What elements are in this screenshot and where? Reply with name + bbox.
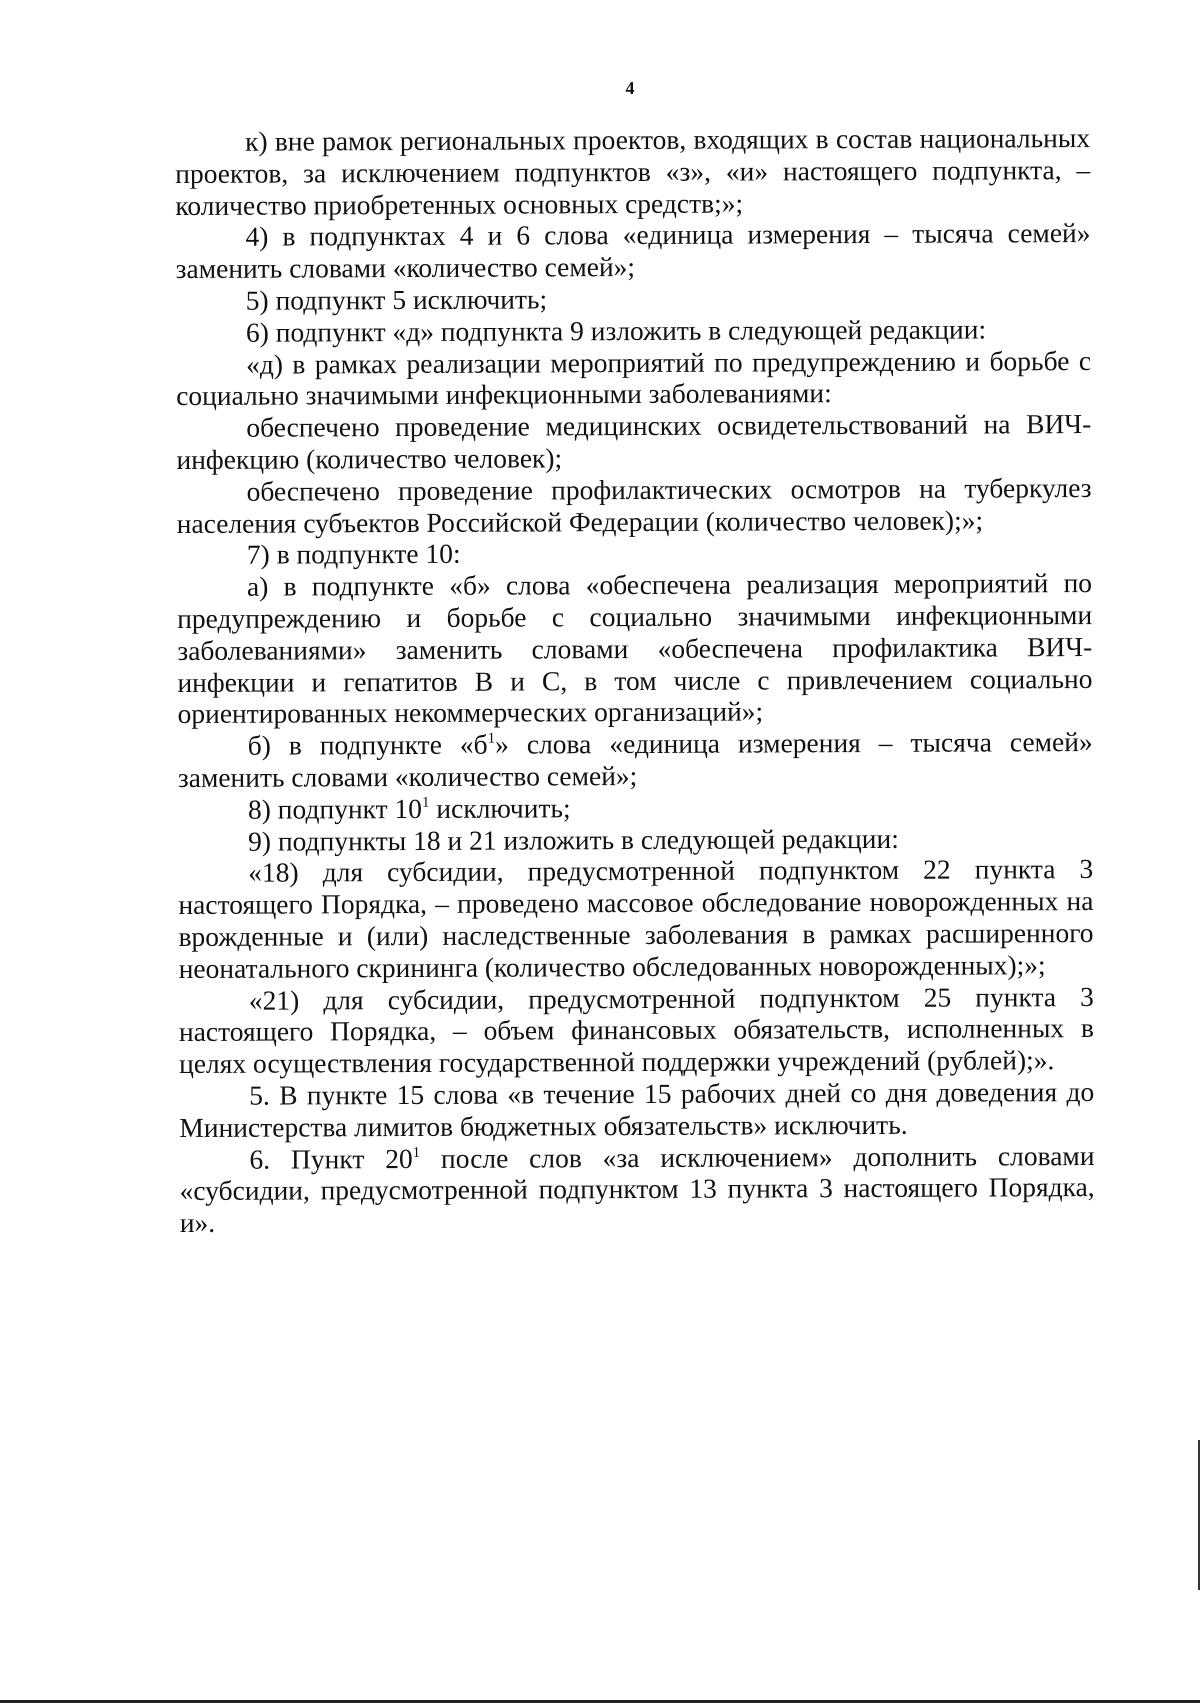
- page-number: 4: [625, 78, 635, 98]
- paragraph-21: «21) для субсидии, предусмотренной подпунктом 25 пункта 3 настоящего Порядка, – объем финансовых обязательств, исполненных в целях осуществления государственной поддержки учреждений (рублей);».: [178, 980, 1095, 1080]
- paragraph-section-6: [179, 1139, 1094, 1238]
- paragraph-7a: а) в подпункте «б» слова «обеспечена реализация мероприятий по предупреждению и борьбе с социально значимыми инфекционными заболеваниями» заменить словами «обеспечена профилактика ВИЧ-инфекции и гепатитов В и С, в том числе с привлечением социально ориентированных некоммерческих организаций»;: [177, 567, 1093, 730]
- superscript-marker: 1: [487, 730, 496, 747]
- paragraph-hiv-testing: обеспечено проведение медицинских освидетельствований на ВИЧ-инфекцию (количество человек);: [176, 408, 1092, 475]
- paragraph-section-6-text-end: после слов «за исключением» дополнить словами «субсидии, предусмотренной подпунктом 13 пункта 3 настоящего Порядка, и».: [179, 1139, 1095, 1239]
- paragraph-8-text-start: 8) подпункт 10: [247, 792, 423, 825]
- paragraph-8-text-end: исключить;: [429, 792, 571, 824]
- superscript-marker: 1: [412, 1144, 421, 1161]
- paragraph-k: к) вне рамок региональных проектов, входящих в состав национальных проектов, за исключением подпунктов «з», «и» настоящего подпункта, – количество приобретенных основных средств;»;: [175, 122, 1091, 221]
- paragraph-4: 4) в подпунктах 4 и 6 слова «единица измерения – тысяча семей» заменить словами «количество семей»;: [175, 217, 1091, 285]
- document-body: [175, 122, 1095, 1239]
- paragraph-section-5: 5. В пункте 15 слова «в течение 15 рабочих дней со дня доведения до Министерства лимитов бюджетных обязательств» исключить.: [179, 1075, 1095, 1143]
- superscript-marker: 1: [421, 794, 430, 811]
- paragraph-7b-text-start: б) в подпункте «б: [247, 728, 488, 761]
- paragraph-7b-text-end: » слова «единица измерения – тысяча семей» заменить словами «количество семей»;: [177, 726, 1093, 793]
- paragraph-5: 5) подпункт 5 исключить;: [245, 283, 548, 316]
- paragraph-6: 6) подпункт «д» подпункта 9 изложить в следующей редакции:: [245, 313, 987, 348]
- paragraph-8: [178, 790, 1093, 826]
- paragraph-d: «д) в рамках реализации мероприятий по предупреждению и борьбе с социально значимыми инфекционными заболеваниями:: [176, 344, 1092, 412]
- paragraph-section-6-text-start: 6. Пункт 20: [249, 1142, 413, 1175]
- paragraph-18: «18) для субсидии, предусмотренной подпунктом 22 пункта 3 настоящего Порядка, – проведено массовое обследование новорожденных на врожденные и (или) наследственные заболевания в рамках расширенного неонатального скрининга (количество обследованных новорожденных);»;: [178, 853, 1094, 984]
- paragraph-7: 7) в подпункте 10:: [246, 538, 461, 571]
- paragraph-tb-screening: обеспечено проведение профилактических осмотров на туберкулез населения субъектов Российской Федерации (количество человек);»;: [176, 471, 1092, 539]
- paragraph-9: 9) подпункты 18 и 21 изложить в следующей редакции:: [248, 822, 899, 857]
- paragraph-7b: [178, 726, 1093, 794]
